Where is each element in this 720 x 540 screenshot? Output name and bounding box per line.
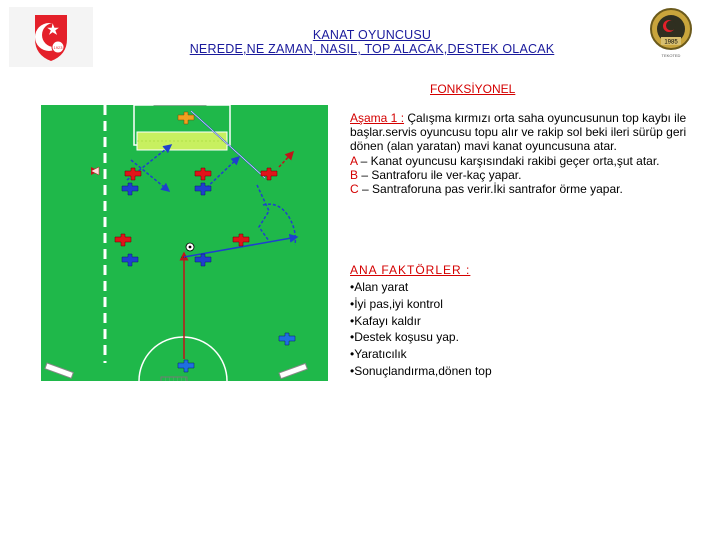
goal-bottom xyxy=(161,377,187,381)
option-a-text: – Kanat oyuncusu karşısındaki rakibi geçer orta,şut atar. xyxy=(357,153,660,168)
logo-year-left: 1923 xyxy=(53,45,63,50)
page-title xyxy=(130,28,614,56)
pitch-diagram xyxy=(41,105,328,381)
exercise-description xyxy=(350,111,690,196)
factors-list xyxy=(350,279,492,380)
factors-title: ANA FAKTÖRLER : xyxy=(350,263,471,277)
stage-label: Aşama 1 : xyxy=(350,111,405,125)
logo-year-right: 1985 xyxy=(664,39,678,46)
ball-label: • • • xyxy=(181,255,186,259)
list-item: •İyi pas,iyi kontrol xyxy=(350,296,443,311)
option-c-text: – Santraforuna pas verir.İki santrafor örme yapar. xyxy=(358,182,623,197)
list-item: •Destek koşusu yap. xyxy=(350,330,459,345)
list-item: •Kafayı kaldır xyxy=(350,313,421,328)
option-b-label: B xyxy=(350,167,359,182)
section-title: FONKSİYONEL xyxy=(430,82,516,96)
title-line-1: KANAT OYUNCUSU xyxy=(312,28,432,42)
title-line-2: NEREDE,NE ZAMAN, NASIL, TOP ALACAK,DESTEK OLACAK xyxy=(189,42,555,56)
stage-text: Çalışma kırmızı orta saha oyuncusunun top kaybı ile başlar.servis oyuncusu topu alır ve rakip sol beki ileri sürüp geri dönen (alan yaratan) mavi kanat oyuncusuna atar. xyxy=(350,111,687,154)
option-b-text: – Santraforu ile ver-kaç yapar. xyxy=(358,167,522,182)
list-item: •Sonuçlandırma,dönen top xyxy=(350,363,492,378)
soccer-ball-icon xyxy=(186,243,194,251)
option-b xyxy=(350,168,690,182)
option-c xyxy=(350,182,690,196)
emblem-caption: TEKOTED xyxy=(661,53,681,58)
stage-paragraph xyxy=(350,111,690,154)
option-c-label: C xyxy=(350,182,359,197)
list-item: •Alan yarat xyxy=(350,280,409,294)
federation-logo xyxy=(9,7,93,67)
list-item: •Yaratıcılık xyxy=(350,347,407,362)
option-a-label: A xyxy=(350,153,358,168)
option-a xyxy=(350,154,690,168)
